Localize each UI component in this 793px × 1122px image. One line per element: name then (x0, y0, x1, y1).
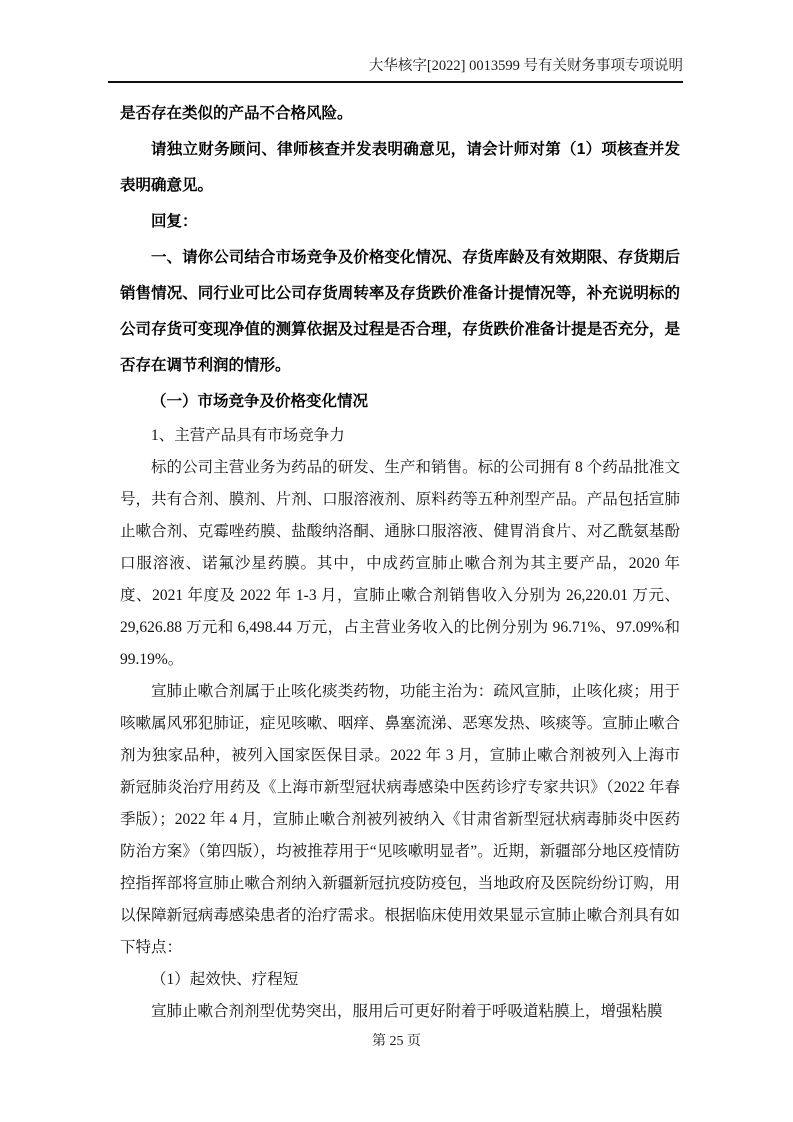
paragraph-risk-continuation: 是否存在类似的产品不合格风险。 (120, 105, 353, 122)
page-number: 第 25 页 (372, 1034, 421, 1049)
reply-label: 回复： (151, 213, 198, 230)
document-body (120, 96, 680, 1028)
paragraph-product-function: 宣肺止嗽合剂属于止咳化痰类药物，功能主治为：疏风宣肺，止咳化痰；用于咳嗽属风邪犯肺证，症见咳嗽、咽痒、鼻塞流涕、恶寒发热、咳痰等。宣肺止嗽合剂为独家品种，被列入国家医保目录。2022 年 3 月，宣肺止嗽合剂被列入上海市新冠肺炎治疗用药及《上海市新型冠状病毒感染中医药诊疗专家共识》（2022 年春季版）；2022 年 4 月，宣肺止嗽合剂被列被纳入《甘肃省新型冠状病毒肺炎中医药防治方案》（第四版），均被推荐用于“见咳嗽明显者”。近期，新疆部分地区疫情防控指挥部将宣肺止嗽合剂纳入新疆新冠抗疫防疫包，当地政府及医院纷纷订购，用以保障新冠病毒感染患者的治疗需求。根据临床使用效果显示宣肺止嗽合剂具有如下特点： (120, 683, 680, 956)
paragraph-verification-request: 请独立财务顾问、律师核查并发表明确意见，请会计师对第（1）项核查并发表明确意见。 (120, 141, 680, 194)
paragraph-inquiry-question-1: 一、请你公司结合市场竞争及价格变化情况、存货库龄及有效期限、存货期后销售情况、同行业可比公司存货周转率及存货跌价准备计提情况等，补充说明标的公司存货可变现净值的测算依据及过程是否合理，存货跌价准备计提是否充分，是否存在调节利润的情形。 (120, 249, 680, 374)
section-heading-market-competition: （一）市场竞争及价格变化情况 (151, 393, 369, 410)
subsection-heading-fast-effect: （1）起效快、疗程短 (151, 971, 299, 988)
paragraph-dosage-advantage: 宣肺止嗽合剂剂型优势突出，服用后可更好附着于呼吸道粘膜上，增强粘膜 (151, 1003, 663, 1020)
paragraph-business-overview: 标的公司主营业务为药品的研发、生产和销售。标的公司拥有 8 个药品批准文号，共有合剂、膜剂、片剂、口服溶液剂、原料药等五种剂型产品。产品包括宣肺止嗽合剂、克霉唑药膜、盐酸纳洛酮、通脉口服溶液、健胃消食片、对乙酰氨基酚口服溶液、诺氟沙星药膜。其中，中成药宣肺止嗽合剂为其主要产品，2020 年度、2021 年度及 2022 年 1-3 月，宣肺止嗽合剂销售收入分别为 26,220.01 万元、29,626.88 万元和 6,498.44 万元，占主营业务收入的比例分别为 96.71%、97.09%和 99.19%。 (120, 459, 680, 668)
subsection-heading-main-products: 1、主营产品具有市场竞争力 (151, 427, 345, 444)
document-header: 大华核字[2022] 0013599 号有关财务事项专项说明 (108, 55, 683, 83)
